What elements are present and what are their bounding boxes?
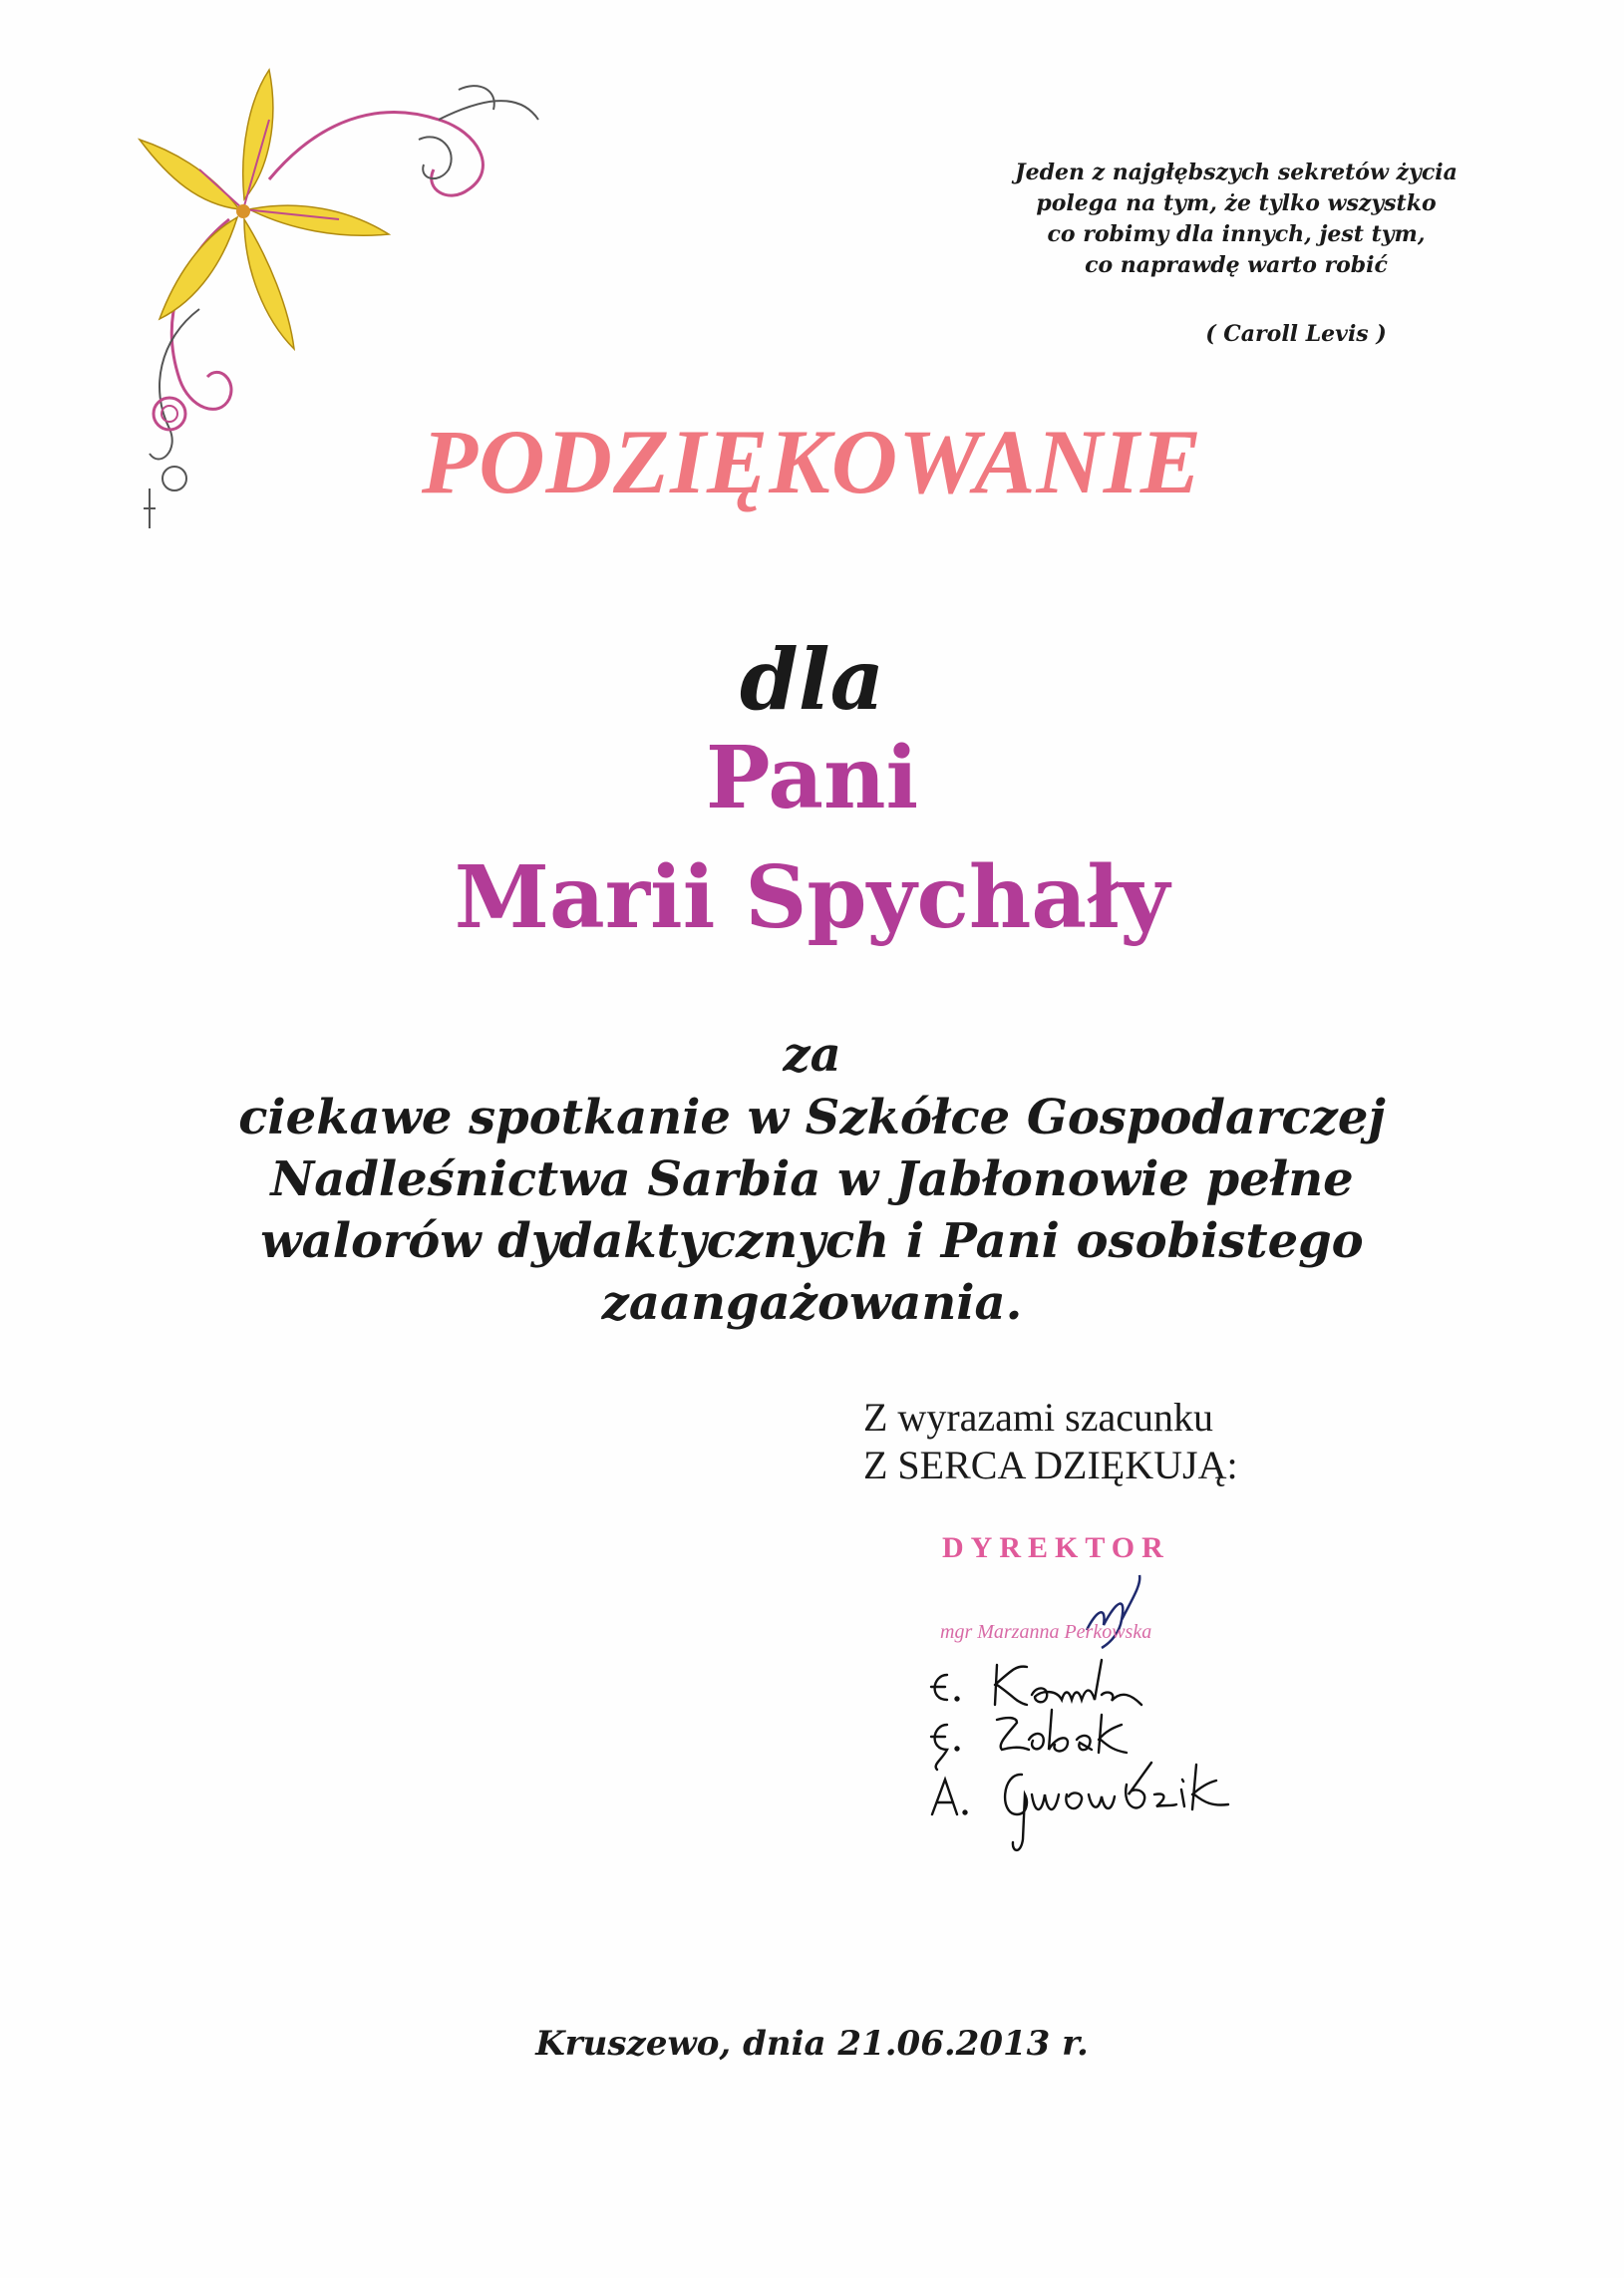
- za-word: za: [783, 1027, 841, 1083]
- quote-line: polega na tym, że tylko wszystko: [1036, 190, 1437, 216]
- stamp-title: DYREKTOR: [942, 1531, 1170, 1564]
- stamp-name: mgr Marzanna Perkowska: [940, 1621, 1152, 1643]
- quote-text: [897, 158, 1575, 281]
- certificate-title: PODZIĘKOWANIE: [421, 411, 1203, 512]
- closing-line: Z SERCA DZIĘKUJĄ:: [863, 1443, 1238, 1487]
- quote-line: co robimy dla innych, jest tym,: [1047, 221, 1426, 247]
- place-date: Kruszewo, dnia 21.06.2013 r.: [535, 2024, 1089, 2064]
- reason-line: zaangażowania.: [601, 1275, 1023, 1331]
- quote-line: Jeden z najgłębszych sekretów życia: [1015, 160, 1458, 185]
- reason-text: [140, 1087, 1484, 1334]
- quote-line: co naprawdę warto robić: [1085, 252, 1388, 278]
- reason-line: Nadleśnictwa Sarbia w Jabłonowie pełne: [270, 1151, 1354, 1207]
- closing-line: Z wyrazami szacunku: [863, 1395, 1213, 1440]
- recipient-name: Marii Spychały: [454, 847, 1170, 948]
- handwritten-signatures-icon: [917, 1655, 1336, 1864]
- recipient-honorific: Pani: [705, 728, 919, 828]
- quote-author: ( Caroll Levis ): [1205, 321, 1387, 347]
- reason-line: walorów dydaktycznych i Pani osobistego: [260, 1213, 1364, 1269]
- for-word: dla: [739, 630, 885, 729]
- reason-line: ciekawe spotkanie w Szkółce Gospodarczej: [238, 1090, 1386, 1145]
- closing-text: [863, 1394, 1462, 1489]
